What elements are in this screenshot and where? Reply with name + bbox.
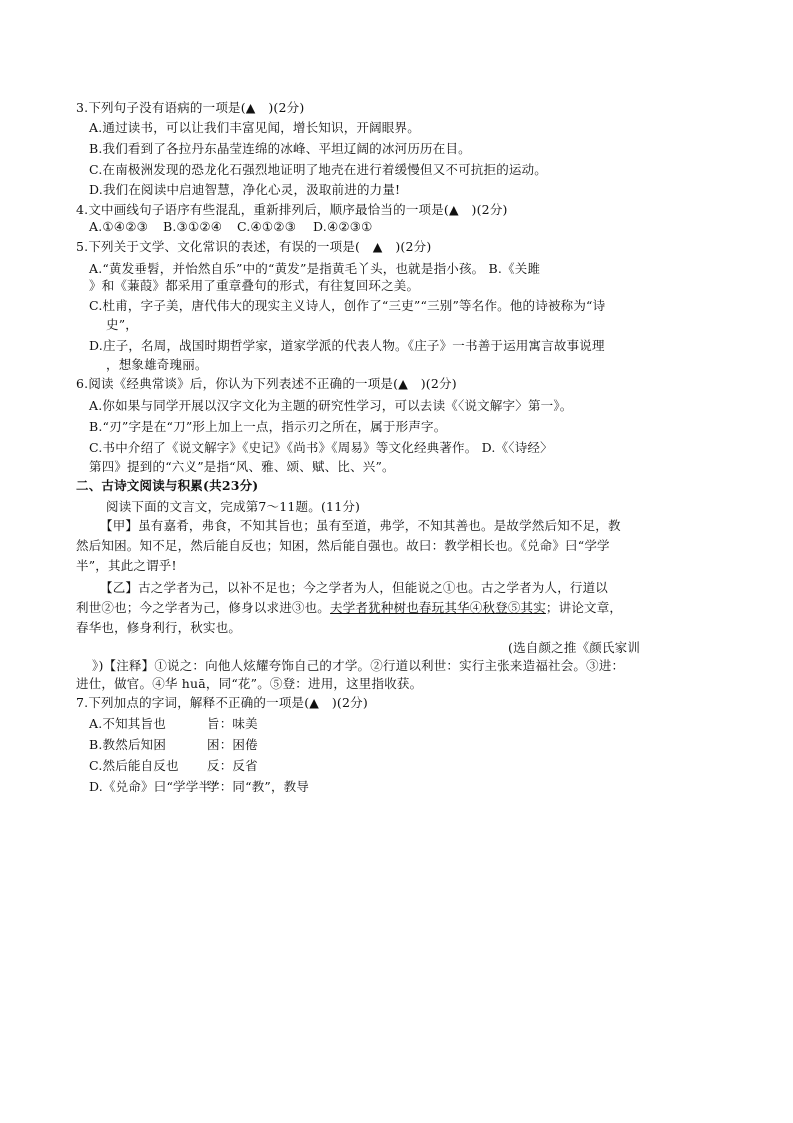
q7-option-a bbox=[89, 716, 258, 732]
q5-option-c-line1: C.杜甫，字子美，唐代伟大的现实主义诗人，创作了“三吏”“三别”等名作。他的诗被称为“诗 bbox=[89, 298, 606, 313]
q6-option-a: A.你如果与同学开展以汉字文化为主题的研究性学习，可以去读《〈说文解字〉第一》。 bbox=[89, 398, 573, 413]
q6-option-c: C.书中介绍了《说文解字》《史记》《尚书》《周易》等文化经典著作。 D.《〈诗经〉 bbox=[89, 440, 553, 455]
q4-option-b: B.③①②④ bbox=[163, 219, 223, 234]
q4-option-a: A.①④②③ bbox=[89, 219, 149, 234]
passage-b-line3: 春华也，修身利行，秋实也。 bbox=[76, 620, 242, 635]
passage-source: (选自颜之推《颜氏家训 bbox=[508, 640, 641, 655]
q3-option-b: B.我们看到了各拉丹东晶莹连绵的冰峰、平坦辽阔的冰河历历在目。 bbox=[89, 141, 471, 156]
q7-option-d-gloss: 学：同“教”，教导 bbox=[207, 779, 310, 794]
q4-options bbox=[89, 219, 373, 235]
passage-b-underlined-sentence: 夫学者犹种树也春玩其华④秋登⑤其实 bbox=[330, 600, 546, 615]
passage-b-line2-start: 利世②也；今之学者为己，修身以求进③也。 bbox=[76, 600, 331, 615]
q3-stem: 3.下列句子没有语病的一项是(▲ )(2分) bbox=[76, 100, 305, 115]
q7-option-d-text: D.《兑命》曰“学学半” bbox=[89, 779, 218, 794]
q5-option-d-line2: ，想象雄奇瑰丽。 bbox=[106, 357, 208, 372]
q7-option-a-gloss: 旨：味美 bbox=[207, 716, 258, 731]
notes-line1: 》)【注释】①说之：向他人炫耀夸饰自己的才学。②行道以利世：实行主张来造福社会。③进： bbox=[92, 658, 625, 673]
q7-option-c-gloss: 反：反省 bbox=[207, 758, 258, 773]
q7-option-b-gloss: 困：困倦 bbox=[207, 737, 258, 752]
q3-option-d: D.我们在阅读中启迪智慧，净化心灵，汲取前进的力量! bbox=[89, 182, 401, 197]
q6-stem: 6.阅读《经典常谈》后，你认为下列表述不正确的一项是(▲ )(2分) bbox=[76, 376, 457, 391]
q4-option-d: D.④②③① bbox=[313, 219, 373, 234]
q4-option-c: C.④①②③ bbox=[237, 219, 297, 234]
q5-option-d-line1: D.庄子，名周，战国时期哲学家，道家学派的代表人物。《庄子》一书善于运用寓言故事说理 bbox=[89, 338, 605, 353]
q7-option-d bbox=[89, 779, 309, 795]
q3-option-a: A.通过读书，可以让我们丰富见闻，增长知识，开阔眼界。 bbox=[89, 120, 420, 135]
q7-option-b-text: B.教然后知困 bbox=[89, 737, 167, 752]
passage-a-line3: 半”，其此之谓乎! bbox=[76, 558, 177, 573]
passage-b-line1: 【乙】古之学者为己，以补不足也；今之学者为人，但能说之①也。古之学者为人，行道以 bbox=[100, 580, 609, 595]
q6-option-b: B.“刃”字是在“刀”形上加上一点，指示刃之所在，属于形声字。 bbox=[89, 419, 447, 434]
q7-option-c bbox=[89, 758, 258, 774]
q5-option-a-line1: A.“黄发垂髫，并怡然自乐”中的“黄发”是指黄毛丫头，也就是指小孩。 B.《关雎 bbox=[89, 261, 541, 276]
passage-a-line2: 然后知困。知不足，然后能自反也；知困，然后能自强也。故曰：教学相长也。《兑命》曰“学学 bbox=[76, 538, 610, 553]
q5-stem: 5.下列关于文学、文化常识的表述，有误的一项是( ▲ )(2分) bbox=[76, 239, 432, 254]
q6-option-d: 第四》提到的“六义”是指“风、雅、颂、赋、比、兴”。 bbox=[89, 459, 395, 474]
q7-option-a-text: A.不知其旨也 bbox=[89, 716, 166, 731]
q3-option-c: C.在南极洲发现的恐龙化石强烈地证明了地壳在进行着缓慢但又不可抗拒的运动。 bbox=[89, 162, 547, 177]
q5-option-c-line2: 史”， bbox=[106, 317, 138, 332]
notes-line2: 进仕，做官。④华 huā，同“花”。⑤登：进用，这里指收获。 bbox=[76, 676, 423, 691]
passage-a-line1: 【甲】虽有嘉肴，弗食，不知其旨也；虽有至道，弗学，不知其善也。是故学然后知不足，教 bbox=[100, 518, 621, 533]
section-2-heading: 二、古诗文阅读与积累(共23分) bbox=[76, 478, 259, 493]
q7-option-c-text: C.然后能自反也 bbox=[89, 758, 179, 773]
q4-stem: 4.文中画线句子语序有些混乱，重新排列后，顺序最恰当的一项是(▲ )(2分) bbox=[76, 202, 508, 217]
reading-instruction: 阅读下面的文言文，完成第7～11题。(11分) bbox=[106, 499, 361, 514]
passage-b-line2 bbox=[76, 600, 622, 616]
q7-option-b bbox=[89, 737, 258, 753]
q7-stem: 7.下列加点的字词，解释不正确的一项是(▲ )(2分) bbox=[76, 695, 368, 710]
q5-option-a-line2: 》和《蒹葭》都采用了重章叠句的形式，有往复回环之美。 bbox=[89, 278, 420, 293]
passage-b-line2-end: ；讲论文章， bbox=[545, 600, 623, 615]
